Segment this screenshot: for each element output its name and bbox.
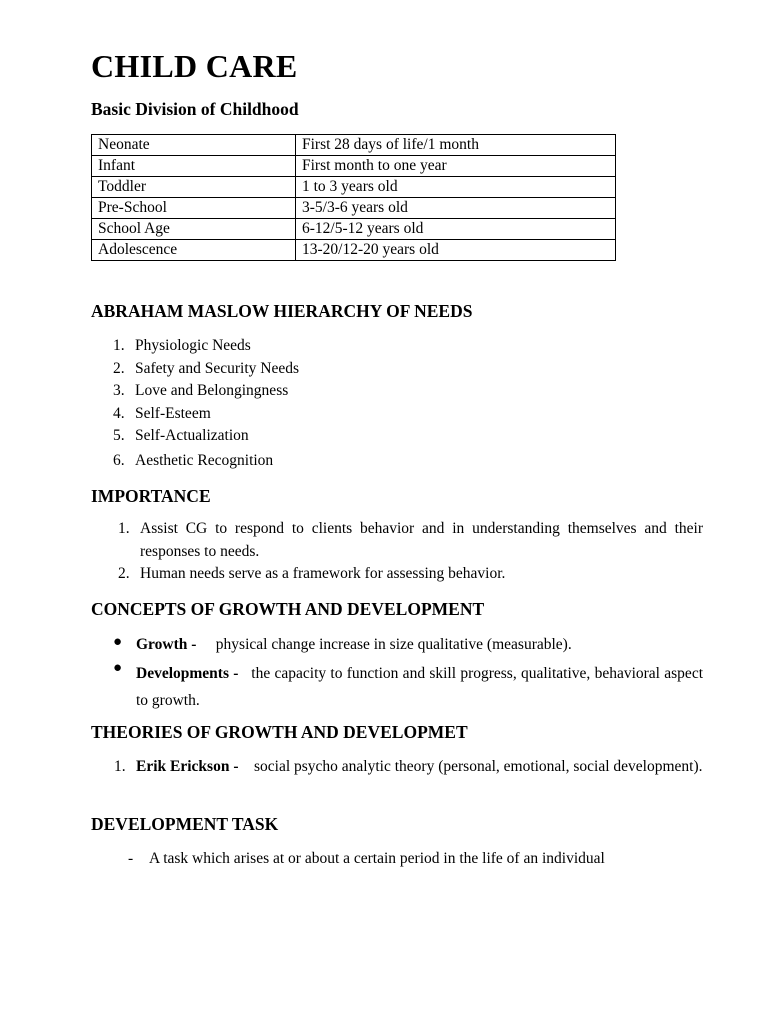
list-text: Human needs serve as a framework for assessing behavior.: [140, 565, 506, 583]
list-item: [113, 335, 513, 358]
importance-list: [118, 518, 703, 586]
list-item: [114, 756, 703, 779]
table-row: [92, 156, 616, 177]
list-text: Self-Actualization: [135, 427, 249, 445]
list-text: Love and Belongingness: [135, 382, 289, 400]
table-row: [92, 198, 616, 219]
list-number: 4.: [113, 404, 125, 422]
list-text: Physiologic Needs: [135, 337, 251, 354]
range-cell: 6-12/5-12 years old: [296, 219, 616, 240]
list-item: [113, 358, 513, 381]
theory-text: social psycho analytic theory (personal, emotional, social development).: [253, 758, 703, 775]
stage-cell: Neonate: [92, 135, 296, 156]
bullet-icon: ●: [113, 634, 123, 650]
concepts-heading: CONCEPTS OF GROWTH AND DEVELOPMENT: [91, 599, 485, 619]
concept-text: physical change increase in size qualitative (measurable).: [215, 636, 572, 653]
list-item: [118, 563, 703, 586]
stage-cell: Adolescence: [92, 240, 296, 261]
importance-heading: IMPORTANCE: [91, 486, 211, 506]
task-heading: DEVELOPMENT TASK: [91, 814, 279, 834]
task-text: A task which arises at or about a certain period in the life of an individual: [149, 850, 605, 867]
list-item: [113, 403, 513, 426]
list-text: Self-Esteem: [135, 404, 211, 422]
list-item: [113, 380, 513, 403]
concept-item-developments: [113, 660, 703, 714]
list-item: [113, 425, 513, 448]
task-item: [128, 848, 605, 870]
list-number: 1.: [113, 337, 125, 354]
list-text: Assist CG to respond to clients behavior and in understanding themselves and their responses to needs.: [140, 520, 703, 560]
dash-marker: -: [128, 850, 134, 867]
table-row: [92, 240, 616, 261]
list-number: 6.: [113, 451, 125, 469]
list-text: Safety and Security Needs: [135, 359, 299, 377]
table-row: [92, 135, 616, 156]
range-cell: 1 to 3 years old: [296, 177, 616, 198]
range-cell: 13-20/12-20 years old: [296, 240, 616, 261]
list-item: [113, 450, 513, 473]
stage-cell: School Age: [92, 219, 296, 240]
concept-term: Growth -: [136, 636, 197, 653]
concept-item-growth: [113, 634, 703, 656]
list-text: Aesthetic Recognition: [135, 451, 274, 469]
stage-cell: Toddler: [92, 177, 296, 198]
theory-term: Erik Erickson -: [136, 758, 239, 775]
range-cell: First month to one year: [296, 156, 616, 177]
maslow-heading: ABRAHAM MASLOW HIERARCHY OF NEEDS: [91, 301, 473, 321]
list-number: 2.: [113, 359, 125, 377]
list-number: 3.: [113, 382, 125, 400]
range-cell: First 28 days of life/1 month: [296, 135, 616, 156]
list-number: 2.: [118, 565, 130, 583]
theories-list: [114, 756, 703, 779]
theories-heading: THEORIES OF GROWTH AND DEVELOPMET: [91, 722, 468, 742]
table-row: [92, 219, 616, 240]
maslow-list: [113, 335, 513, 473]
concept-term: Developments -: [136, 665, 239, 682]
list-item: [118, 518, 703, 563]
concept-text: the capacity to function and skill progress, qualitative, behavioral aspect to growth.: [136, 665, 703, 709]
table-row: [92, 177, 616, 198]
stage-cell: Infant: [92, 156, 296, 177]
bullet-icon: ●: [113, 660, 123, 676]
list-number: 5.: [113, 427, 125, 445]
stage-cell: Pre-School: [92, 198, 296, 219]
division-table: [91, 134, 616, 261]
range-cell: 3-5/3-6 years old: [296, 198, 616, 219]
page-title: CHILD CARE: [91, 48, 298, 84]
list-number: 1.: [118, 520, 130, 537]
division-heading: Basic Division of Childhood: [91, 99, 299, 119]
list-number: 1.: [114, 758, 126, 775]
